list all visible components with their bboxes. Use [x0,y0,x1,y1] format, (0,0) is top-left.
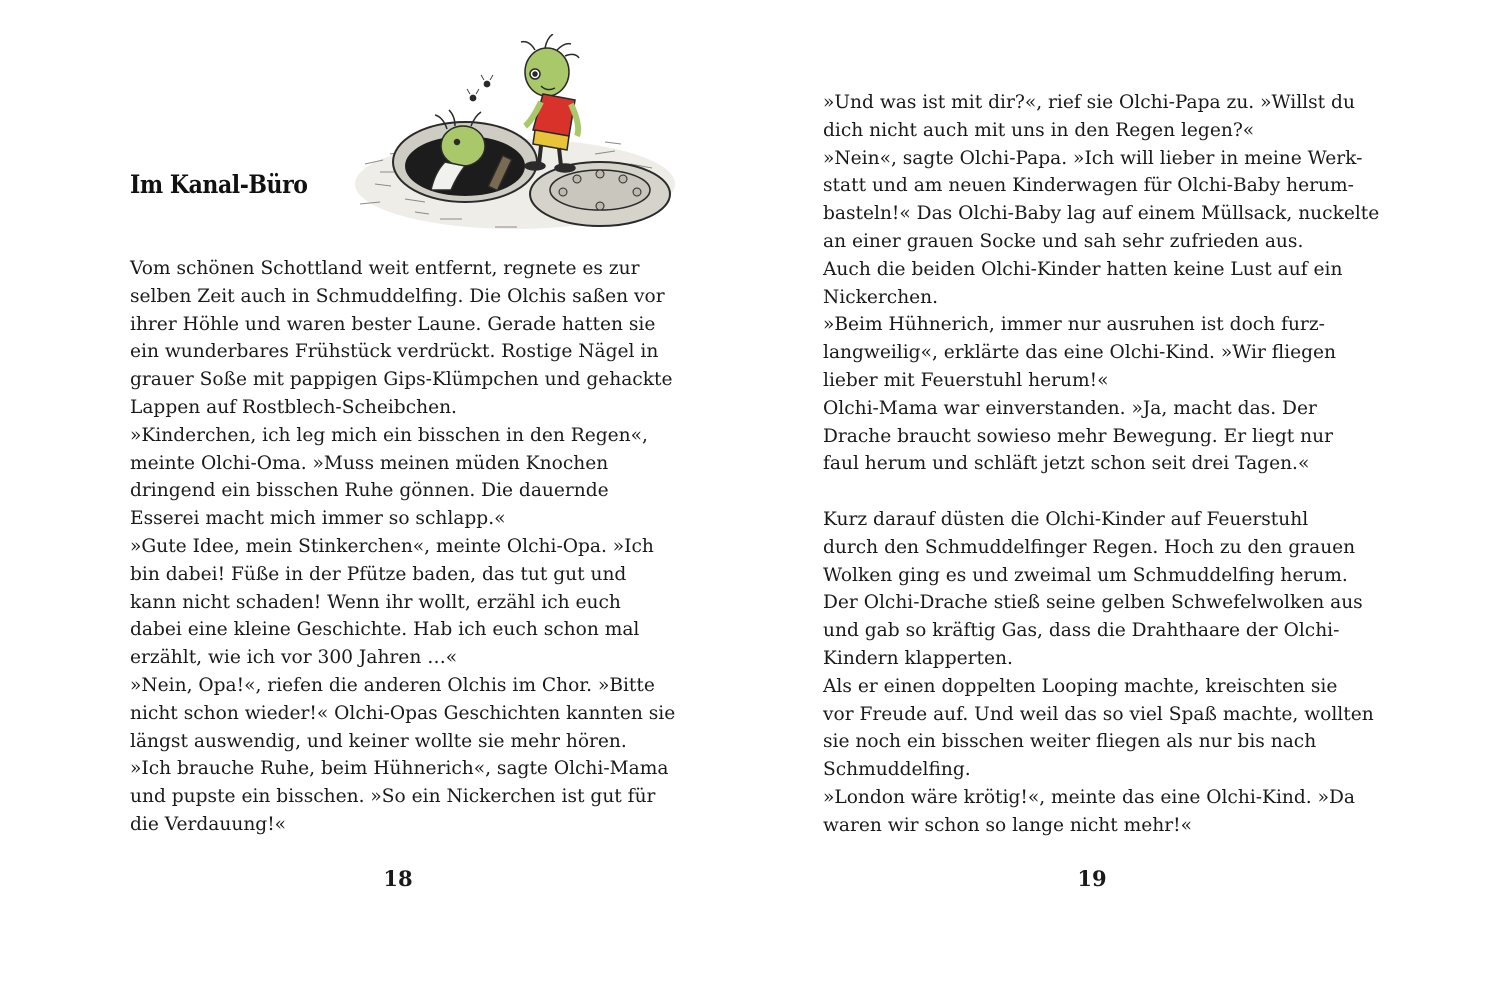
right-page [745,0,1490,1000]
page-number-left: 18 [383,866,413,891]
text-line: an einer grauen Socke und sah sehr zufrieden aus. [823,230,1304,252]
text-line: statt und am neuen Kinderwagen für Olchi-Baby herum- [823,175,1354,197]
text-line: sie noch ein bisschen weiter fliegen als nur bis nach [823,731,1317,753]
text-line: Drache braucht sowieso mehr Bewegung. Er liegt nur [823,425,1334,447]
text-line: Als er einen doppelten Looping machte, kreischten sie [823,675,1338,697]
text-line: »London wäre krötig!«, meinte das eine Olchi-Kind. »Da [823,786,1355,808]
right-page-text [823,89,1383,840]
text-line: Auch die beiden Olchi-Kinder hatten keine Lust auf ein [823,258,1343,280]
text-line: »Gute Idee, mein Stinkerchen«, meinte Olchi-Opa. »Ich [130,535,654,557]
text-line: Der Olchi-Drache stieß seine gelben Schwefelwolken aus [823,592,1363,614]
chapter-title: Im Kanal-Büro [130,170,308,199]
text-line: dabei eine kleine Geschichte. Hab ich euch schon mal [130,619,640,641]
text-line: meinte Olchi-Oma. »Muss meinen müden Knochen [130,452,609,474]
text-line: und gab so kräftig Gas, dass die Drahthaare der Olchi- [823,620,1340,642]
text-line: erzählt, wie ich vor 300 Jahren …« [130,647,458,669]
text-line: ihrer Höhle und waren bester Laune. Gerade hatten sie [130,313,656,335]
text-line: nicht schon wieder!« Olchi-Opas Geschichten kannten sie [130,702,676,724]
text-line: dringend ein bisschen Ruhe gönnen. Die dauernde [130,480,609,502]
text-line: faul herum und schläft jetzt schon seit drei Tagen.« [823,453,1310,475]
text-line: bin dabei! Füße in der Pfütze baden, das tut gut und [130,563,627,585]
text-line: Lappen auf Rostblech-Scheibchen. [130,396,457,418]
text-line: kann nicht schaden! Wenn ihr wollt, erzähl ich euch [130,591,621,613]
text-line: Schmuddelfing. [823,759,971,781]
olchis-at-manhole-illustration [345,34,680,234]
text-line: waren wir schon so lange nicht mehr!« [823,814,1192,836]
text-line: durch den Schmuddelfinger Regen. Hoch zu den grauen [823,536,1356,558]
text-line: Kurz darauf düsten die Olchi-Kinder auf Feuerstuhl [823,508,1309,530]
text-line: Wolken ging es und zweimal um Schmuddelfing herum. [823,564,1348,586]
text-line: die Verdauung!« [130,813,287,835]
text-line: selben Zeit auch in Schmuddelfing. Die Olchis saßen vor [130,285,665,307]
text-line: lieber mit Feuerstuhl herum!« [823,369,1109,391]
text-line: und pupste ein bisschen. »So ein Nickerchen ist gut für [130,786,656,808]
text-line: Vom schönen Schottland weit entfernt, regnete es zur [130,258,640,279]
text-line: längst auswendig, und keiner wollte sie mehr hören. [130,730,627,752]
left-page-text [130,255,690,839]
text-line: dich nicht auch mit uns in den Regen legen?« [823,119,1255,141]
text-line: »Nein«, sagte Olchi-Papa. »Ich will lieber in meine Werk- [823,147,1363,169]
text-line: Esserei macht mich immer so schlapp.« [130,508,506,530]
text-line: »Ich brauche Ruhe, beim Hühnerich«, sagte Olchi-Mama [130,758,669,780]
text-line: grauer Soße mit pappigen Gips-Klümpchen und gehackte [130,369,673,391]
page-number-right: 19 [1077,866,1107,891]
text-line: basteln!« Das Olchi-Baby lag auf einem Müllsack, nuckelte [823,203,1380,225]
text-line: »Beim Hühnerich, immer nur ausruhen ist doch furz- [823,314,1325,336]
text-line: »Kinderchen, ich leg mich ein bisschen in den Regen«, [130,424,648,446]
paragraph-gap [823,478,1383,506]
text-line: Kindern klapperten. [823,647,1013,669]
flies [467,75,493,101]
text-line: Nickerchen. [823,286,939,308]
text-line: ein wunderbares Frühstück verdrückt. Rostige Nägel in [130,341,659,363]
text-line: »Und was ist mit dir?«, rief sie Olchi-Papa zu. »Willst du [823,92,1355,113]
text-line: Olchi-Mama war einverstanden. »Ja, macht das. Der [823,397,1317,419]
manhole-cover [530,162,670,226]
text-line: vor Freude auf. Und weil das so viel Spaß machte, wollten [823,703,1374,725]
text-line: »Nein, Opa!«, riefen die anderen Olchis im Chor. »Bitte [130,674,655,696]
text-line: langweilig«, erklärte das eine Olchi-Kind. »Wir fliegen [823,342,1336,364]
